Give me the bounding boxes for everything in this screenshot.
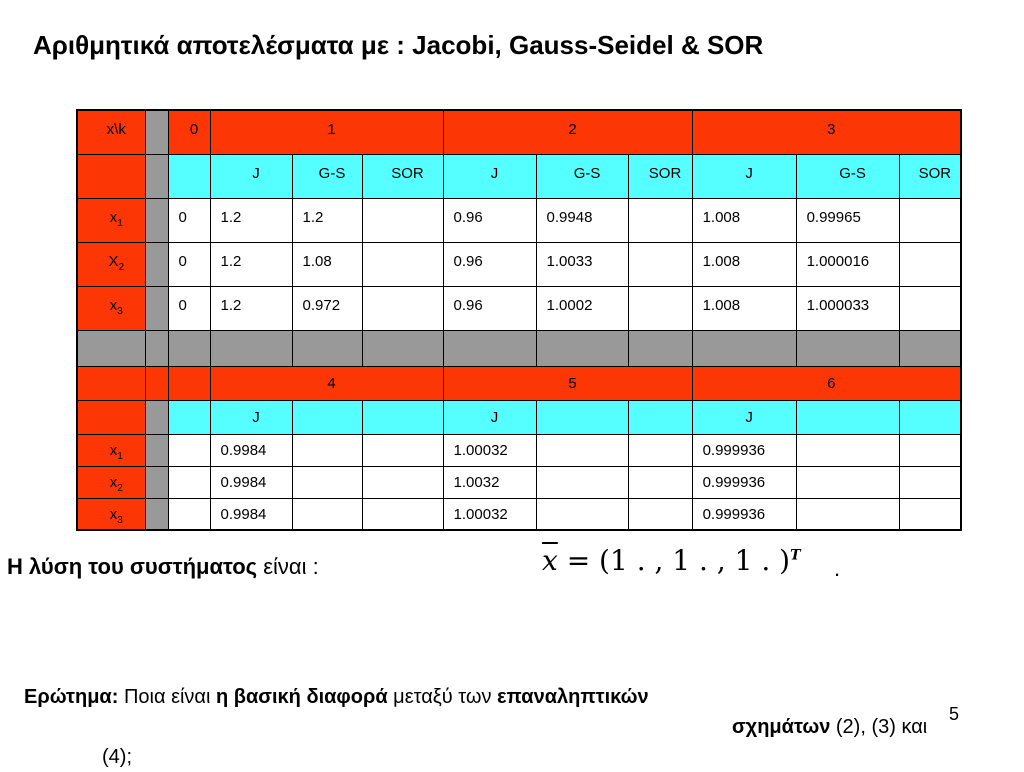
- method-header: SOR: [628, 154, 692, 198]
- slide-title: Αριθμητικά αποτελέσματα με : Jacobi, Gauss-Seidel & SOR: [33, 30, 764, 60]
- table-cell: 0.999936: [692, 434, 796, 466]
- solution-rest: είναι :: [257, 554, 319, 579]
- iter-header: 1: [210, 110, 443, 154]
- table-cell: 0.9984: [210, 466, 292, 498]
- method-header: G-S: [536, 154, 628, 198]
- method-header: G-S: [292, 154, 362, 198]
- var-label: $x_3$: [77, 498, 145, 530]
- table-row: [77, 400, 961, 434]
- method-header: SOR: [362, 154, 443, 198]
- question-line-1: Ερώτημα: Ποια είναι η βασική διαφορά μεταξύ των επαναληπτικών: [24, 686, 649, 708]
- table-cell: [362, 242, 443, 286]
- table-cell: 0.9984: [210, 434, 292, 466]
- method-header: J: [692, 154, 796, 198]
- table-cell: 1.000016: [796, 242, 899, 286]
- table-cell: 1.008: [692, 198, 796, 242]
- table-cell: 0.99965: [796, 198, 899, 242]
- table-cell: 1.08: [292, 242, 362, 286]
- var-label: $x_1$: [77, 198, 145, 242]
- table-cell: [628, 198, 692, 242]
- iter-header: 5: [443, 366, 692, 400]
- method-header: J: [692, 400, 796, 434]
- table-cell: 0: [168, 198, 210, 242]
- table-cell: 0.96: [443, 242, 536, 286]
- slide-number: 5: [949, 704, 960, 724]
- method-header: J: [443, 154, 536, 198]
- table-cell: 0.999936: [692, 498, 796, 530]
- table-cell: 0.96: [443, 286, 536, 330]
- iter-header: 0: [168, 110, 210, 154]
- iter-header: 6: [692, 366, 961, 400]
- table-cell: 1.008: [692, 286, 796, 330]
- table-cell: [362, 286, 443, 330]
- table-cell: 0: [168, 242, 210, 286]
- table-row: [77, 286, 961, 330]
- results-table: [76, 109, 962, 531]
- solution-formula: [542, 544, 800, 577]
- table-cell: 0.9948: [536, 198, 628, 242]
- table-cell: 1.2: [210, 286, 292, 330]
- question-line-3: (4);: [102, 746, 132, 768]
- table-cell: 1.000033: [796, 286, 899, 330]
- question-text: [24, 682, 1024, 768]
- table-row: [77, 434, 961, 466]
- iter-header: 4: [210, 366, 443, 400]
- formula-sup: T: [790, 547, 801, 564]
- formula-rhs: = (1 . , 1 . , 1 . ): [557, 544, 791, 577]
- table-row: [77, 198, 961, 242]
- table-cell: 1.00032: [443, 498, 536, 530]
- table-cell: 1.2: [292, 198, 362, 242]
- var-label: $X_2$: [77, 242, 145, 286]
- table-cell: [899, 198, 961, 242]
- question-line-2: σχημάτων (2), (3) και: [732, 716, 928, 738]
- table-row: [77, 110, 961, 154]
- table-cell: 0: [168, 286, 210, 330]
- var-label: $x_2$: [77, 466, 145, 498]
- solution-text: [7, 554, 319, 580]
- corner-cell: x\k: [77, 110, 145, 154]
- table-row: [77, 154, 961, 198]
- formula-var: $\overline{x}$: [542, 544, 558, 577]
- separator-row: [77, 330, 961, 366]
- table-row: [77, 242, 961, 286]
- table-cell: [362, 198, 443, 242]
- table-row: [77, 366, 961, 400]
- table-cell: 0.999936: [692, 466, 796, 498]
- table-cell: 0.96: [443, 198, 536, 242]
- table-cell: 1.0032: [443, 466, 536, 498]
- var-label: $x_1$: [77, 434, 145, 466]
- table-cell: 1.2: [210, 198, 292, 242]
- table-cell: 1.2: [210, 242, 292, 286]
- table-cell: 1.008: [692, 242, 796, 286]
- var-label: $x_3$: [77, 286, 145, 330]
- table-row: [77, 466, 961, 498]
- table-cell: [899, 286, 961, 330]
- question-label: Ερώτημα:: [24, 686, 119, 708]
- method-header: J: [210, 400, 292, 434]
- method-header: J: [443, 400, 536, 434]
- table-row: [77, 498, 961, 530]
- table-cell: 1.00032: [443, 434, 536, 466]
- table-cell: [899, 242, 961, 286]
- table-cell: [628, 286, 692, 330]
- iter-header: 2: [443, 110, 692, 154]
- iter-header: 3: [692, 110, 961, 154]
- table-cell: 1.0033: [536, 242, 628, 286]
- method-header: J: [210, 154, 292, 198]
- formula-dot: .: [834, 556, 841, 581]
- method-header: G-S: [796, 154, 899, 198]
- method-header: SOR: [899, 154, 961, 198]
- table-cell: [628, 242, 692, 286]
- table-cell: 1.0002: [536, 286, 628, 330]
- table-cell: 0.972: [292, 286, 362, 330]
- solution-bold: Η λύση του συστήματος: [7, 554, 258, 579]
- table-cell: 0.9984: [210, 498, 292, 530]
